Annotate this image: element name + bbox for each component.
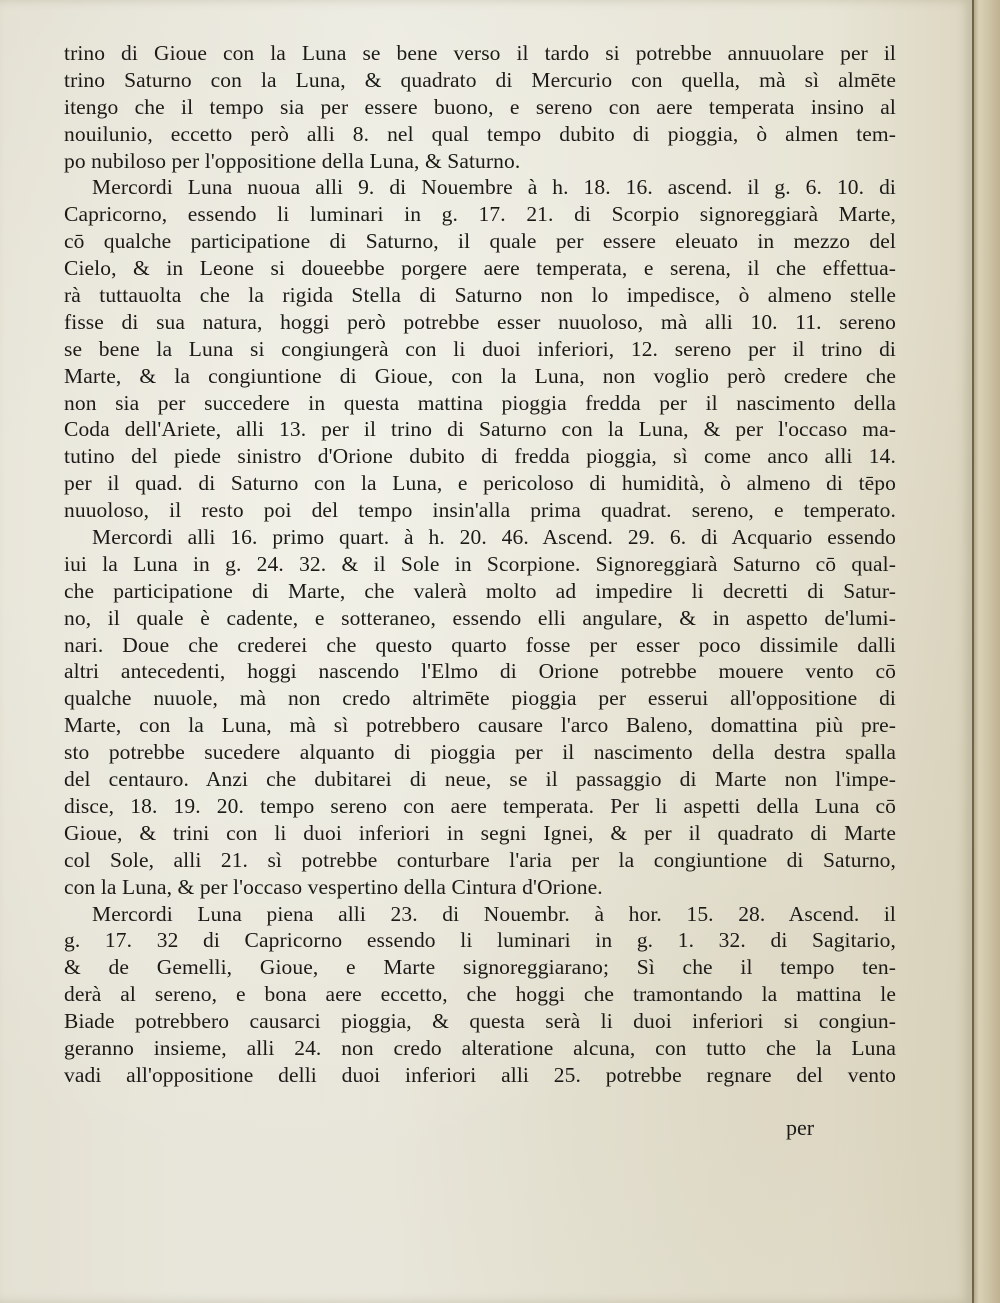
text-line: po nubiloso per l'oppositione della Luna, & Saturno.	[64, 148, 521, 173]
paragraph-start-line: Mercordi alli 16. primo quart. à h. 20. 46. Ascend. 29. 6. di Acquario essendo	[92, 525, 896, 550]
text-line: Coda dell'Ariete, alli 13. per il trino di Saturno con la Luna, & per l'occaso ma-	[64, 417, 896, 442]
text-line: Gioue, & trini con li duoi inferiori in segni Ignei, & per il quadrato di Marte	[64, 820, 896, 845]
text-line: trino Saturno con la Luna, & quadrato di Mercurio con quella, mà sì almēte	[64, 67, 896, 92]
text-line: no, il quale è cadente, e sotteraneo, essendo elli angulare, & in aspetto de'lumi-	[64, 605, 896, 630]
text-line: del centauro. Anzi che dubitarei di neue, se il passaggio di Marte non l'impe-	[64, 767, 896, 792]
text-line: che participatione di Marte, che valerà molto ad impedire li decretti di Satur-	[64, 578, 896, 603]
text-line: itengo che il tempo sia per essere buono, e sereno con aere temperata insino al	[64, 94, 896, 119]
text-line: iui la Luna in g. 24. 32. & il Sole in Scorpione. Signoreggiarà Saturno cō qual-	[64, 551, 896, 576]
text-line: nouilunio, eccetto però alli 8. nel qual tempo dubito di pioggia, ò almen tem-	[64, 121, 896, 146]
paragraph-start-line: Mercordi Luna piena alli 23. di Nouembr. à hor. 15. 28. Ascend. il	[92, 901, 896, 926]
page-text	[64, 40, 896, 1089]
text-line: con la Luna, & per l'occaso vespertino della Cintura d'Orione.	[64, 874, 603, 899]
text-line: & de Gemelli, Gioue, e Marte signoreggiarano; Sì che il tempo ten-	[64, 955, 896, 980]
text-line: Biade potrebbero causarci pioggia, & questa serà li duoi inferiori si congiun-	[64, 1009, 896, 1034]
text-line: g. 17. 32 di Capricorno essendo li luminari in g. 1. 32. di Sagitario,	[64, 928, 896, 953]
text-line: derà al sereno, e bona aere eccetto, che hoggi che tramontando la mattina le	[64, 982, 896, 1007]
paragraph-start-line: Mercordi Luna nuoua alli 9. di Nouembre à h. 18. 16. ascend. il g. 6. 10. di	[92, 175, 896, 200]
text-line: nari. Doue che crederei che questo quarto fosse per esser poco dissimile dalli	[64, 632, 896, 657]
text-line: geranno insieme, alli 24. non credo alteratione alcuna, con tutto che la Luna	[64, 1035, 896, 1060]
text-line: non sia per succedere in questa mattina pioggia fredda per il nascimento della	[64, 390, 896, 415]
text-line: Marte, con la Luna, mà sì potrebbero causare l'arco Baleno, domattina più pre-	[64, 713, 896, 738]
text-line: Capricorno, essendo li luminari in g. 17. 21. di Scorpio signoreggiarà Marte,	[64, 202, 896, 227]
catchword: per	[786, 1115, 815, 1140]
text-line: rà tuttauolta che la rigida Stella di Saturno non lo impedisce, ò almeno stelle	[64, 283, 896, 308]
text-line: cō qualche participatione di Saturno, il quale per essere eleuato in mezzo del	[64, 229, 896, 254]
text-line: altri antecedenti, hoggi nascendo l'Elmo di Orione potrebbe mouere vento cō	[64, 659, 896, 684]
text-line: col Sole, alli 21. sì potrebbe conturbare l'aria per la congiuntione di Saturno,	[64, 847, 896, 872]
text-line: fisse di sua natura, hoggi però potrebbe esser nuuoloso, mà alli 10. 11. sereno	[64, 309, 896, 334]
text-line: tutino del piede sinistro d'Orione dubito di fredda pioggia, sì come anco alli 14.	[64, 444, 896, 469]
text-line: Marte, & la congiuntione di Gioue, con la Luna, non voglio però credere che	[64, 363, 896, 388]
page-edge	[972, 0, 1000, 1303]
text-line: disce, 18. 19. 20. tempo sereno con aere temperata. Per li aspetti della Luna cō	[64, 793, 896, 818]
text-line: Cielo, & in Leone si doueebbe porgere aere temperata, e serena, il che effettua-	[64, 256, 896, 281]
text-line: vadi all'oppositione delli duoi inferiori alli 25. potrebbe regnare del vento	[64, 1062, 896, 1087]
text-line: qualche nuuole, mà non credo altrimēte pioggia per esserui all'oppositione di	[64, 686, 896, 711]
text-line: per il quad. di Saturno con la Luna, e pericoloso di humidità, ò almeno di tēpo	[64, 471, 896, 496]
text-line: trino di Gioue con la Luna se bene verso il tardo si potrebbe annuuolare per il	[64, 41, 896, 65]
text-line: sto potrebbe sucedere alquanto di pioggia per il nascimento della destra spalla	[64, 740, 896, 765]
text-line: se bene la Luna si congiungerà con li duoi inferiori, 12. sereno per il trino di	[64, 336, 896, 361]
text-line: nuuoloso, il resto poi del tempo insin'alla prima quadrat. sereno, e temperato.	[64, 498, 896, 523]
